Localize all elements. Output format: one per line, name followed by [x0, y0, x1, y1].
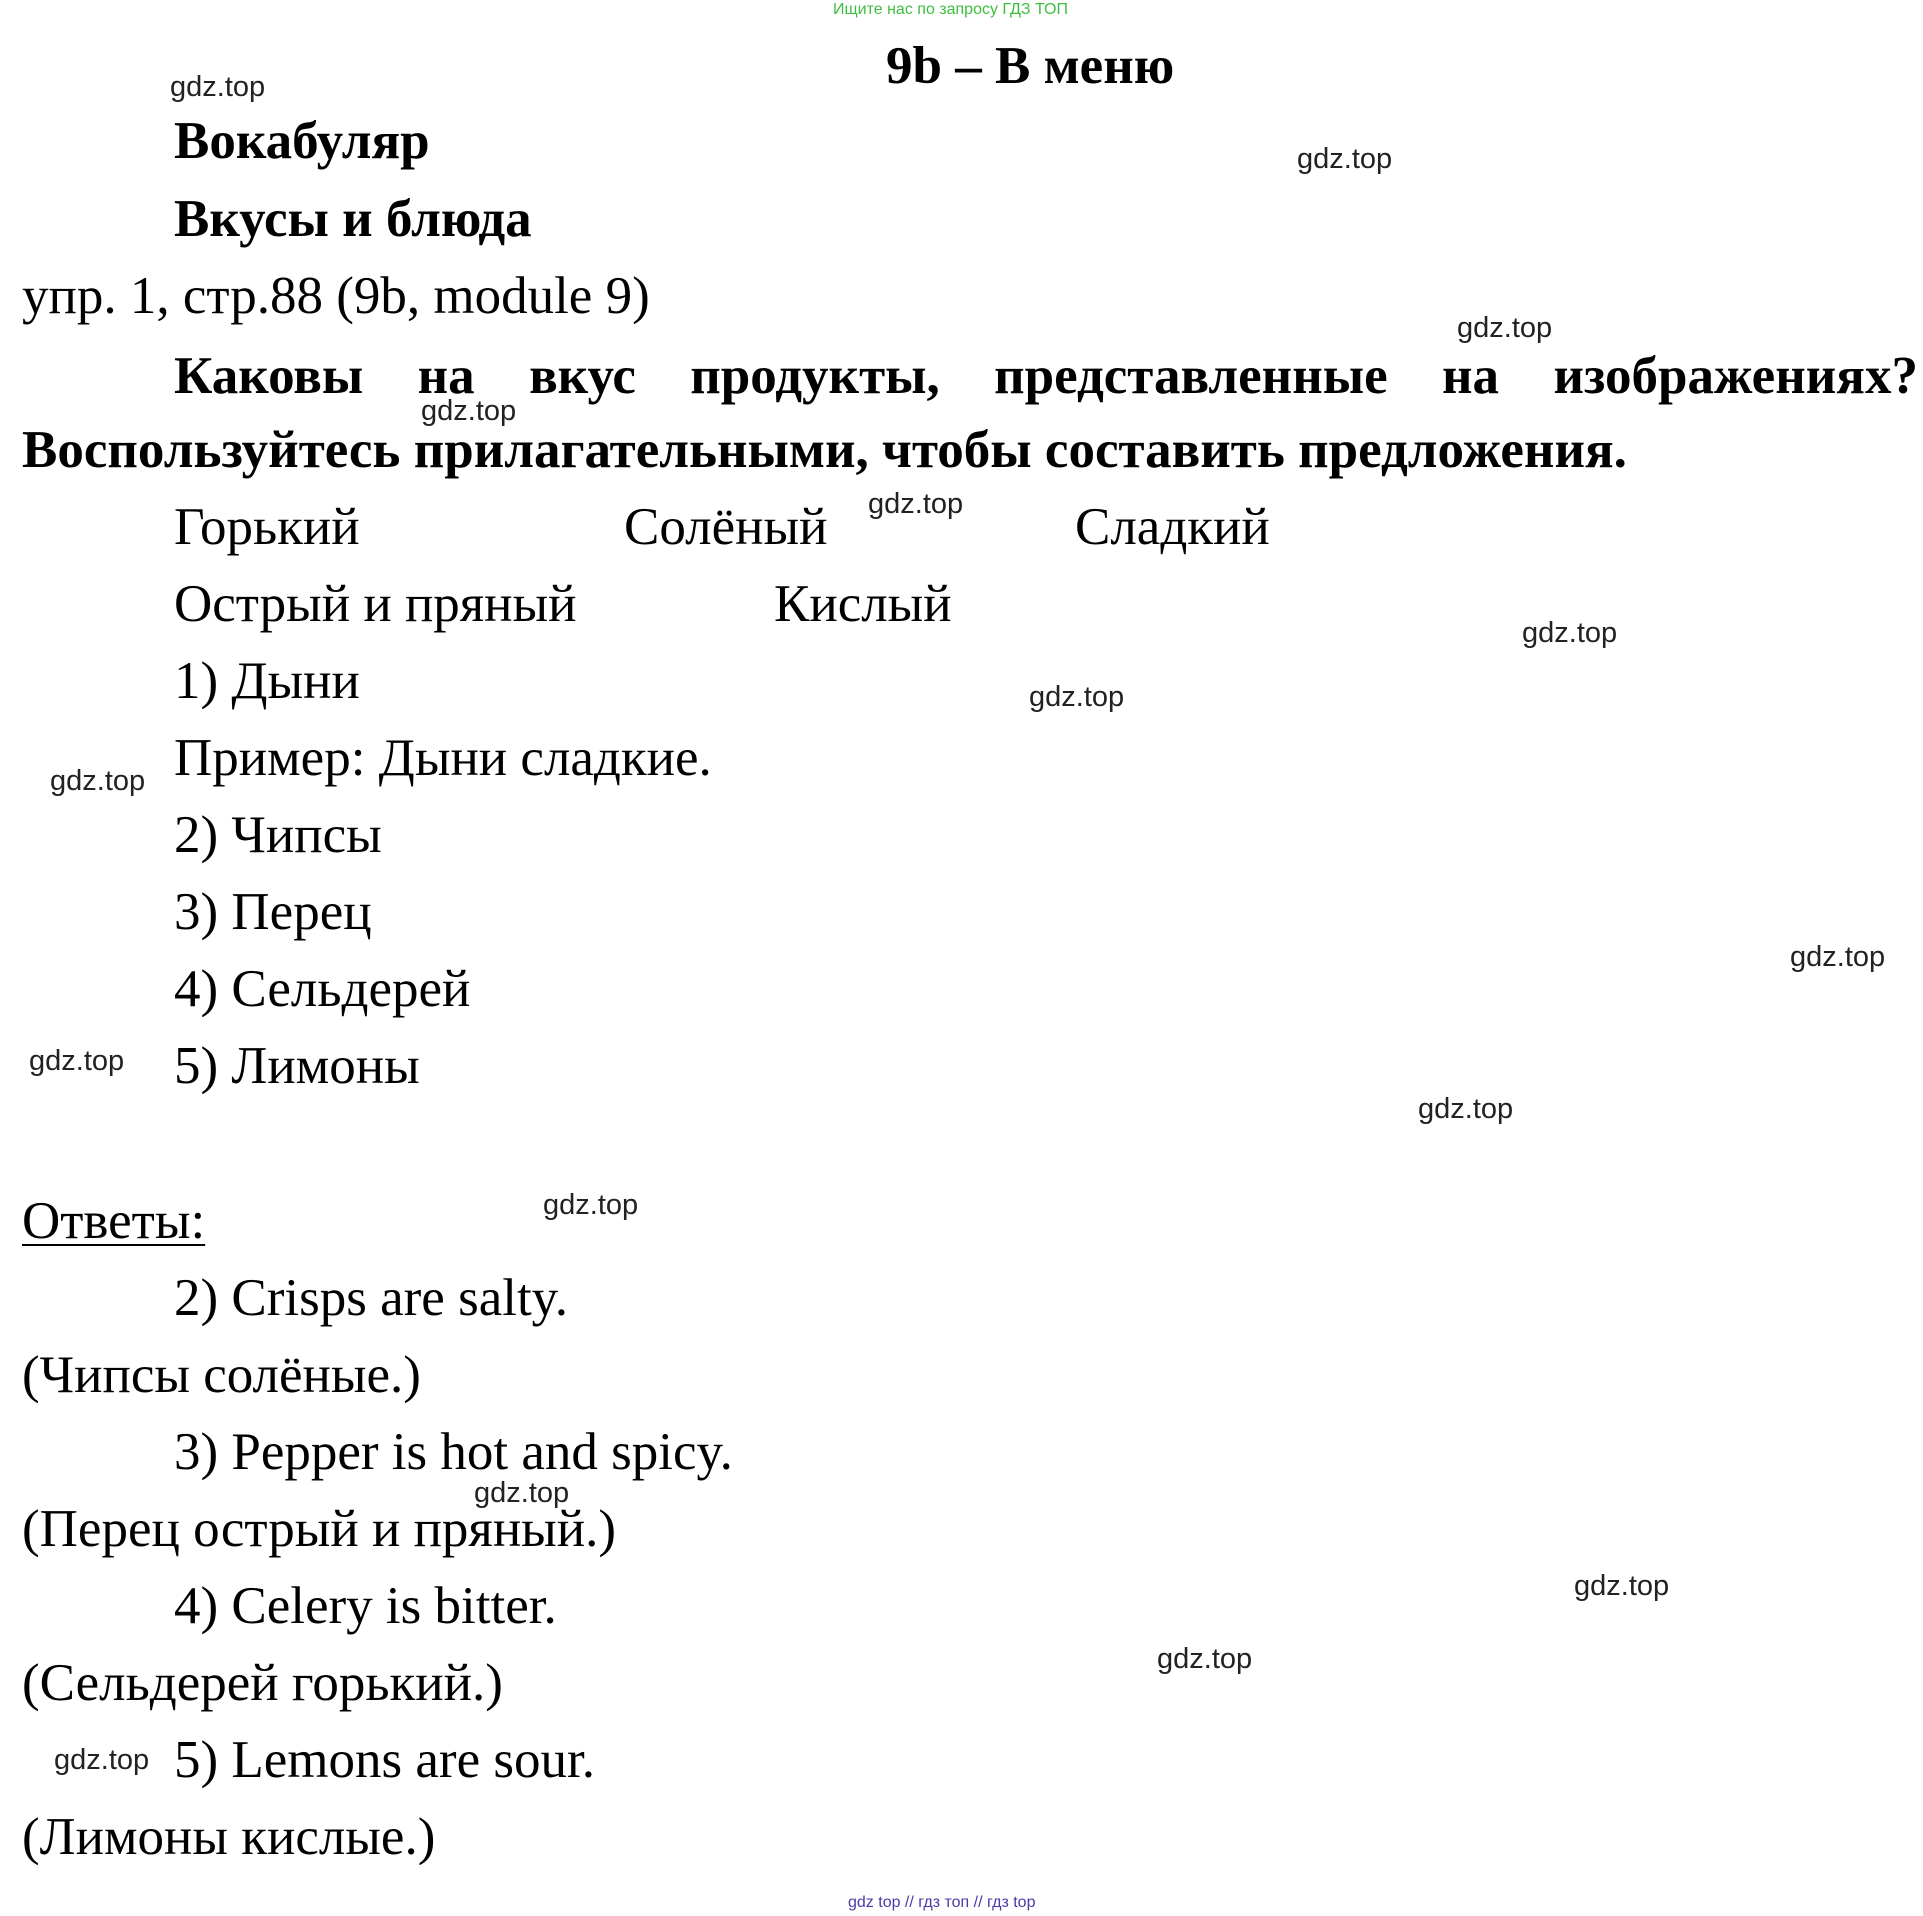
task-line-2: Воспользуйтесь прилагательными, чтобы составить предложения.	[22, 421, 1627, 479]
list-item: 2) Чипсы	[174, 806, 382, 864]
watermark: gdz.top	[50, 765, 146, 797]
answer-ru: (Сельдерей горький.)	[22, 1654, 503, 1712]
adjective-sweet: Сладкий	[1075, 498, 1270, 556]
adjective-bitter: Горький	[174, 498, 360, 556]
answers-heading: Ответы:	[22, 1192, 206, 1250]
task-word: на	[1442, 347, 1500, 405]
answer-ru: (Перец острый и пряный.)	[22, 1500, 617, 1558]
answer-en: 4) Celery is bitter.	[174, 1577, 557, 1635]
task-word: изображениях?	[1553, 347, 1918, 405]
adjective-sour: Кислый	[774, 575, 952, 633]
watermark: gdz.top	[1457, 312, 1553, 344]
top-search-note: Ищите нас по запросу ГДЗ ТОП	[833, 1, 1068, 18]
page-title: 9b – В меню	[886, 37, 1175, 95]
list-item: 1) Дыни	[174, 652, 360, 710]
watermark: gdz.top	[1297, 143, 1393, 175]
adjective-spicy: Острый и пряный	[174, 575, 577, 633]
subsection-heading: Вкусы и блюда	[174, 190, 532, 248]
answer-en: 3) Pepper is hot and spicy.	[174, 1423, 733, 1481]
answer-en: 5) Lemons are sour.	[174, 1731, 595, 1789]
watermark: gdz.top	[868, 488, 964, 520]
task-word: продукты,	[690, 347, 940, 405]
watermark: gdz.top	[1790, 941, 1886, 973]
watermark: gdz.top	[1418, 1093, 1514, 1125]
watermark: gdz.top	[421, 395, 517, 427]
watermark: gdz.top	[54, 1744, 150, 1776]
answer-en: 2) Crisps are salty.	[174, 1269, 568, 1327]
section-heading: Вокабуляр	[174, 112, 430, 170]
watermark: gdz.top	[474, 1477, 570, 1509]
task-word: представленные	[994, 347, 1388, 405]
watermark: gdz.top	[29, 1045, 125, 1077]
task-word: Каковы	[174, 347, 364, 405]
adjective-salty: Солёный	[624, 498, 828, 556]
watermark: gdz.top	[1574, 1570, 1670, 1602]
answer-ru: (Чипсы солёные.)	[22, 1346, 421, 1404]
task-word: вкус	[529, 347, 636, 405]
watermark: gdz.top	[170, 71, 266, 103]
watermark: gdz.top	[1029, 681, 1125, 713]
example-sentence: Пример: Дыни сладкие.	[174, 729, 712, 787]
list-item: 5) Лимоны	[174, 1037, 420, 1095]
list-item: 3) Перец	[174, 883, 372, 941]
exercise-reference: упр. 1, стр.88 (9b, module 9)	[22, 267, 650, 325]
answer-ru: (Лимоны кислые.)	[22, 1808, 436, 1866]
task-word: на	[417, 347, 475, 405]
watermark: gdz.top	[1157, 1643, 1253, 1675]
footer-watermark: gdz top // гдз топ // гдз top	[848, 1894, 1036, 1911]
list-item: 4) Сельдерей	[174, 960, 471, 1018]
watermark: gdz.top	[543, 1189, 639, 1221]
watermark: gdz.top	[1522, 617, 1618, 649]
